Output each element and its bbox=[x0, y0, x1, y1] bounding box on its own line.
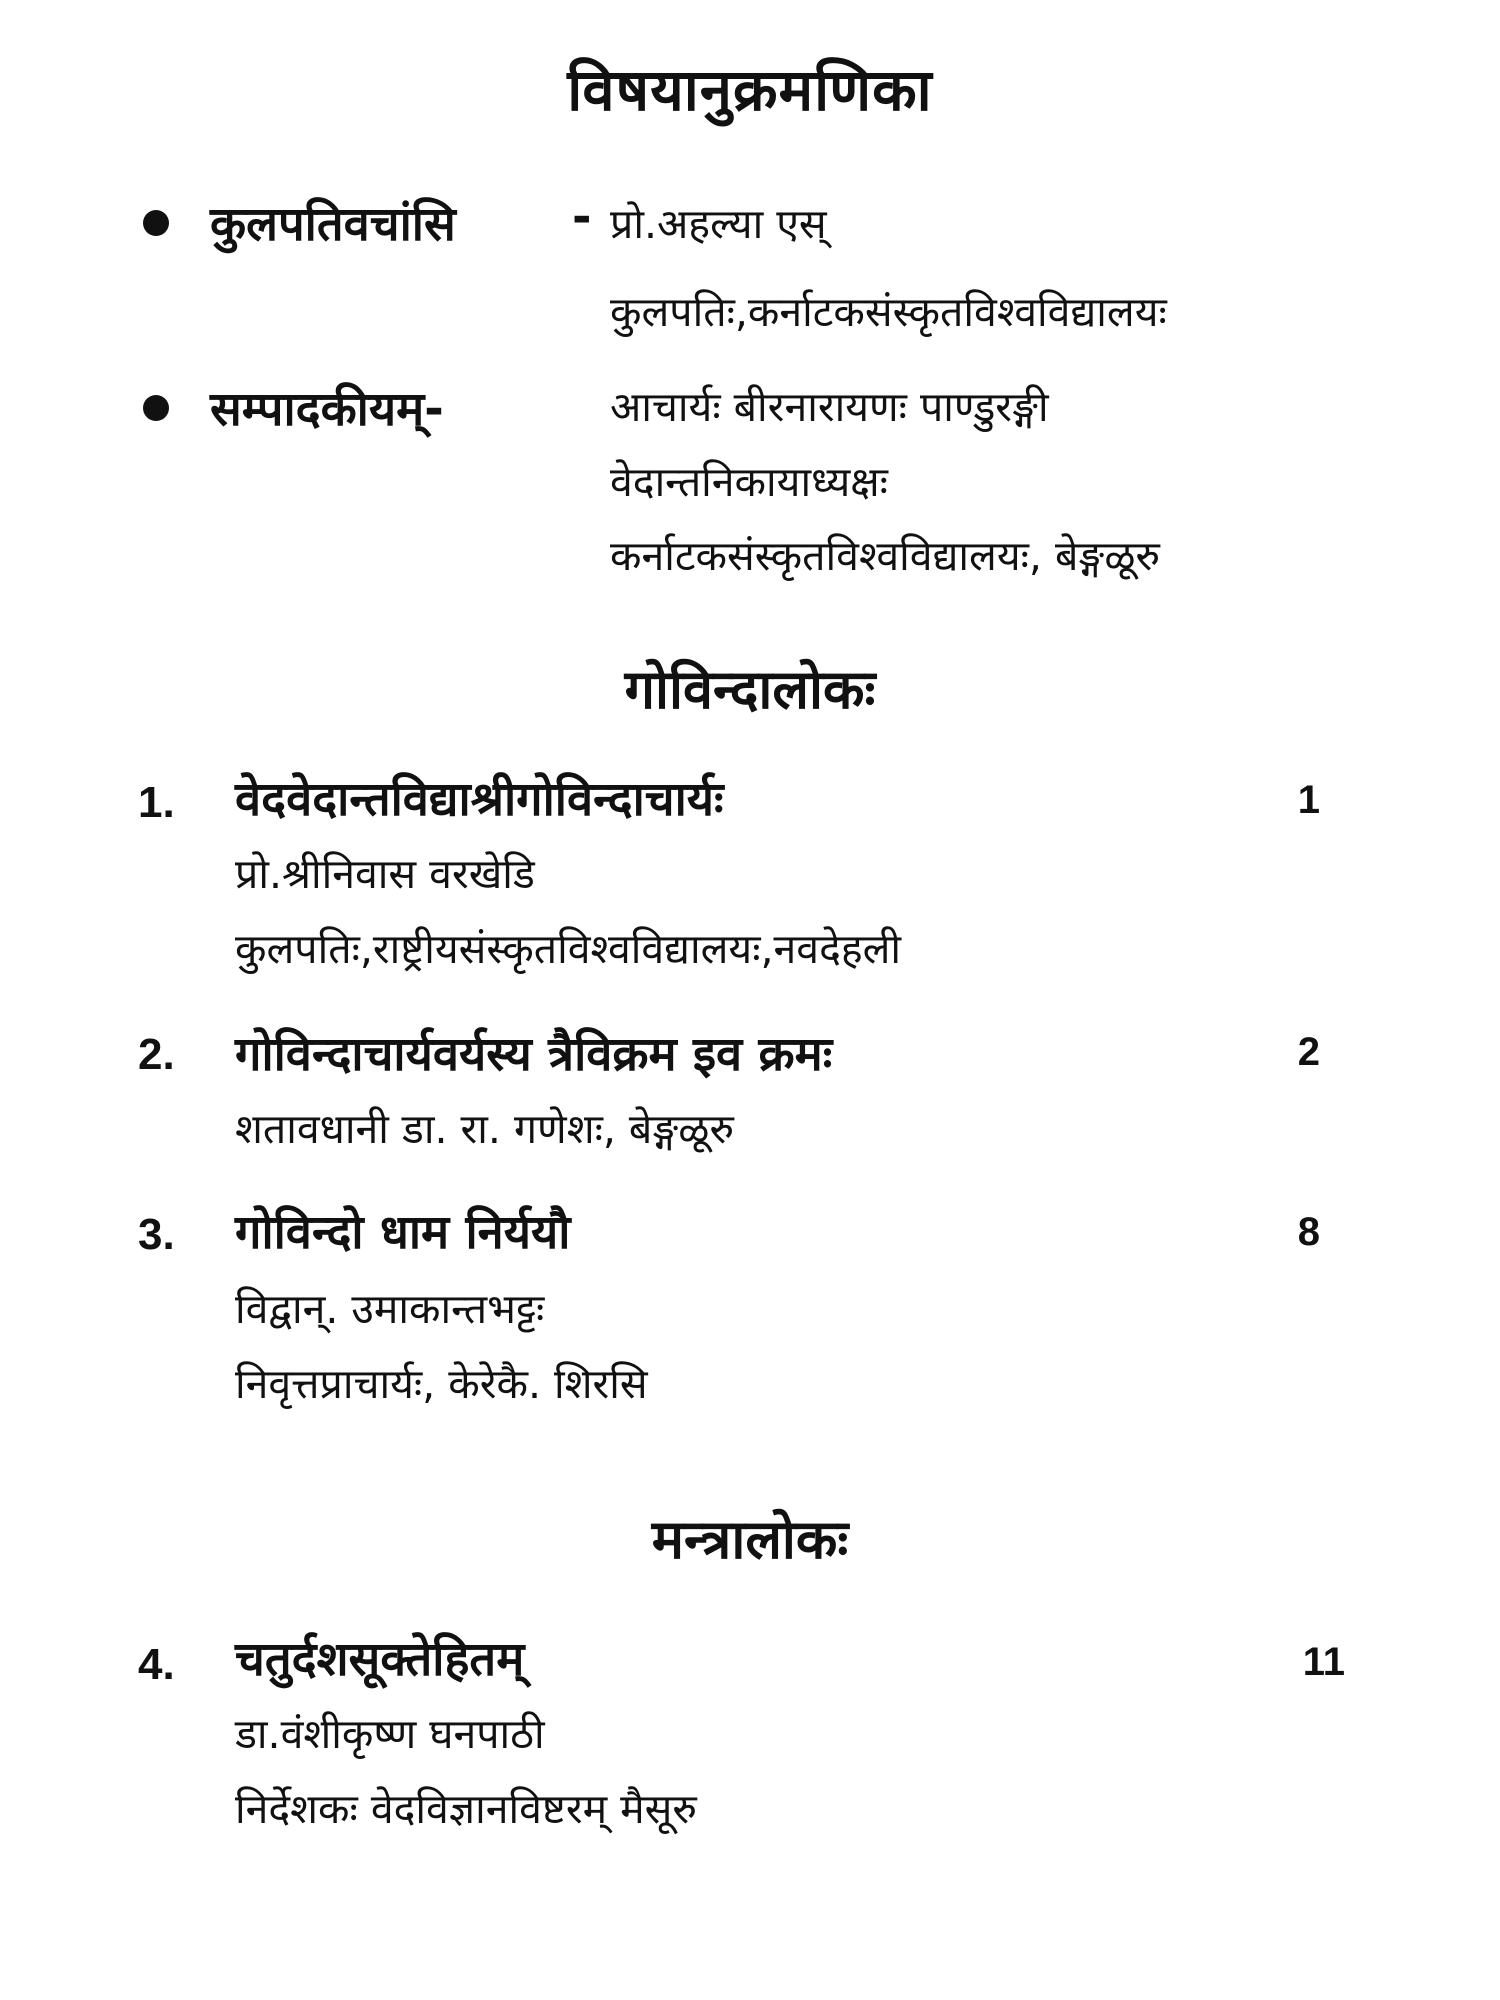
bullet-icon bbox=[143, 395, 169, 421]
entry-author: प्रो.श्रीनिवास वरखेडि bbox=[235, 850, 535, 898]
entry-number: 2. bbox=[138, 1030, 175, 1079]
entry-title: वेदवेदान्तविद्याश्रीगोविन्दाचार्यः bbox=[235, 772, 724, 827]
entry-number: 4. bbox=[138, 1640, 175, 1689]
bullet-icon bbox=[143, 210, 169, 236]
entry-author: विद्वान्. उमाकान्तभट्टः bbox=[235, 1285, 545, 1333]
front-matter-label: सम्पादकीयम्- bbox=[210, 382, 444, 437]
front-matter-line: कुलपतिः,कर्नाटकसंस्कृतविश्वविद्यालयः bbox=[610, 288, 1167, 336]
front-matter-line: कर्नाटकसंस्कृतविश्वविद्यालयः, बेङ्गळूरु bbox=[610, 532, 1161, 580]
entry-title: चतुर्दशसूक्तेहितम् bbox=[235, 1632, 525, 1687]
entry-page-number: 2 bbox=[1297, 1030, 1320, 1074]
entry-title: गोविन्दाचार्यवर्यस्य त्रैविक्रम इव क्रमः bbox=[235, 1027, 833, 1082]
front-matter-line: आचार्यः बीरनारायणः पाण्डुरङ्गी bbox=[610, 383, 1049, 431]
entry-page-number: 8 bbox=[1297, 1210, 1320, 1254]
entry-page-number: 11 bbox=[1302, 1640, 1345, 1684]
front-matter-line: प्रो.अहल्या एस् bbox=[610, 200, 827, 248]
page-title: विषयानुक्रमणिका bbox=[567, 56, 933, 124]
entry-author: डा.वंशीकृष्ण घनपाठी bbox=[235, 1710, 545, 1758]
section-heading: मन्त्रालोकः bbox=[651, 1508, 849, 1571]
entry-affiliation: निवृत्तप्राचार्यः, केरेकै. शिरसि bbox=[235, 1360, 648, 1408]
front-matter-line: वेदान्तनिकायाध्यक्षः bbox=[610, 458, 888, 506]
entry-title: गोविन्दो धाम निर्ययौ bbox=[235, 1205, 571, 1260]
entry-affiliation: कुलपतिः,राष्ट्रीयसंस्कृतविश्वविद्यालयः,नवदेहली bbox=[235, 925, 902, 973]
entry-page-number: 1 bbox=[1297, 778, 1320, 822]
entry-affiliation: निर्देशकः वेदविज्ञानविष्टरम् मैसूरु bbox=[235, 1785, 697, 1833]
section-heading: गोविन्दालोकः bbox=[624, 658, 876, 721]
entry-number: 1. bbox=[138, 778, 175, 827]
entry-number: 3. bbox=[138, 1210, 175, 1259]
entry-author: शतावधानी डा. रा. गणेशः, बेङ्गळूरु bbox=[235, 1105, 734, 1153]
front-matter-label: कुलपतिवचांसि bbox=[210, 197, 456, 252]
front-matter-separator: - bbox=[572, 190, 592, 245]
